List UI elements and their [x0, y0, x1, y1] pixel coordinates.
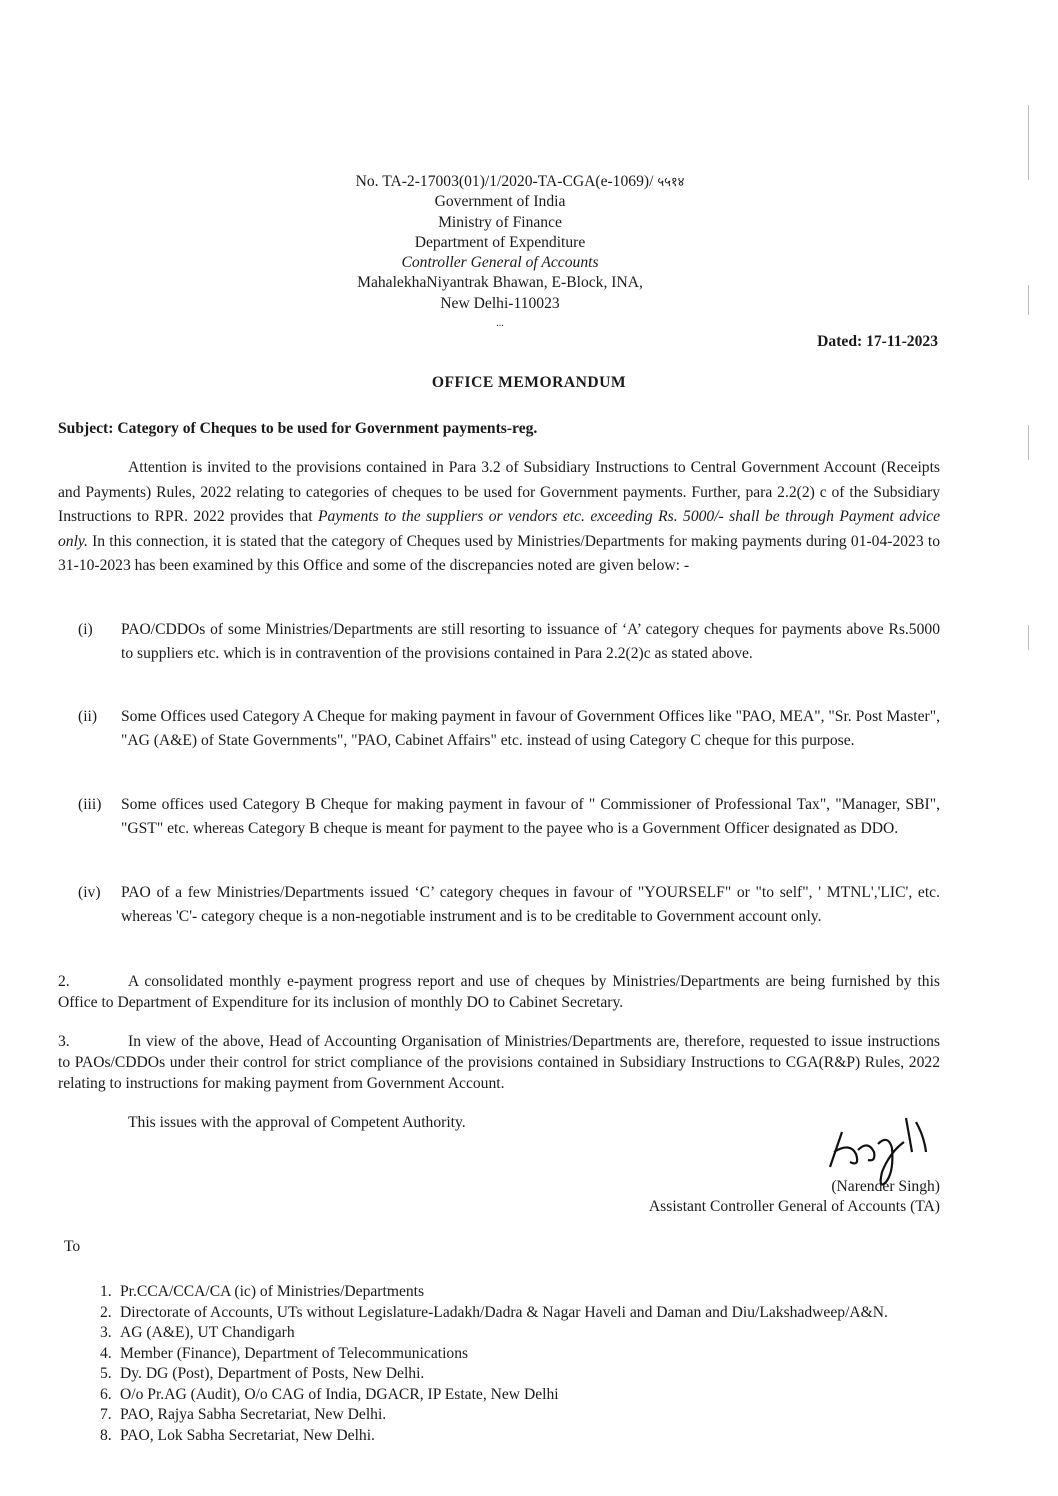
scan-artifact	[1028, 425, 1029, 460]
city-line: New Delhi-110023	[440, 294, 560, 312]
recipient-item: 6. O/o Pr.AG (Audit), O/o CAG of India, DGACR, IP Estate, New Delhi	[100, 1385, 559, 1403]
recipient-item: 1. Pr.CCA/CCA/CA (ic) of Ministries/Departments	[100, 1283, 425, 1300]
discrepancy-item: (iii) Some offices used Category B Cheque for making payment in favour of " Commissioner of Professional Tax", "Manager, SBI", "GST" etc. whereas Category B cheque is meant for payment to the payee who is a Government Officer designated as DDO.	[78, 796, 940, 837]
scan-artifact	[1028, 285, 1029, 315]
paragraph-2: 2. A consolidated monthly e-payment progress report and use of cheques by Ministries/Departments are being furnished by this Office to Department of Expenditure for its inclusion of monthly DO to Cabinet Secretary.	[58, 973, 940, 1011]
paragraph-1: Attention is invited to the provisions contained in Para 3.2 of Subsidiary Instructions to Central Government Account (Receipts and Payments) Rules, 2022 relating to categories of cheques to be used for Government payments. Further, para 2.2(2) c of the Subsidiary Instructions to RPR. 2022 provides that Payments to the suppliers or vendors etc. exceeding Rs. 5000/- shall be through Payment advice only. In this connection, it is stated that the category of Cheques used by Ministries/Departments for making payments during 01-04-2023 to 31-10-2023 has been examined by this Office and some of the discrepancies noted are given below: -	[58, 459, 941, 574]
govt-line: Government of India	[434, 193, 566, 211]
recipient-item: 7. PAO, Rajya Sabha Secretariat, New Delhi.	[100, 1406, 387, 1423]
discrepancy-item: (ii) Some Offices used Category A Cheque for making payment in favour of Government Offices like "PAO, MEA", "Sr. Post Master", "AG (A&E) of State Governments", "PAO, Cabinet Affairs" etc. instead of using Category C cheque for this purpose.	[78, 708, 940, 749]
subject: Subject: Category of Cheques to be used for Government payments-reg.	[58, 420, 538, 437]
signatory-block	[649, 1177, 940, 1217]
approval-note: This issues with the approval of Competent Authority.	[128, 1114, 466, 1131]
scan-artifact	[1028, 625, 1029, 650]
recipient-item: 5. Dy. DG (Post), Department of Posts, New Delhi.	[100, 1365, 425, 1382]
document-title: OFFICE MEMORANDUM	[431, 374, 627, 391]
signatory-designation: Assistant Controller General of Accounts (TA)	[648, 1198, 940, 1215]
date: Dated: 17-11-2023	[817, 333, 938, 350]
signatory-name: (Narender Singh)	[831, 1178, 940, 1195]
discrepancy-item: (iv) PAO of a few Ministries/Departments issued ‘C’ category cheques in favour of "YOURSELF" or "to self", ' MTNL','LIC', etc. whereas 'C'- category cheque is a non-negotiable instrument and is to be creditable to Government account only.	[78, 884, 940, 925]
recipient-list	[100, 1282, 940, 1446]
ministry-line: Ministry of Finance	[438, 213, 562, 231]
reference-number: No. TA-2-17003(01)/1/2020-TA-CGA(e-1069)/ ५५१४	[355, 173, 685, 190]
paragraph-3: 3. In view of the above, Head of Accounting Organisation of Ministries/Departments are, therefore, requested to issue instructions to PAOs/CDDOs under their control for strict compliance of the provisions contained in Subsidiary Instructions to CGA(R&P) Rules, 2022 relating to instructions for making payment from Government Account.	[58, 1033, 940, 1092]
recipient-item: 3. AG (A&E), UT Chandigarh	[100, 1324, 295, 1341]
letterhead	[290, 172, 710, 334]
separator: ...	[496, 318, 504, 330]
office-line: Controller General of Accounts	[401, 254, 599, 272]
recipient-item: 2. Directorate of Accounts, UTs without Legislature-Ladakh/Dadra & Nagar Haveli and Daman and Diu/Lakshadweep/A&N.	[100, 1303, 888, 1321]
handwritten-number: ५५१४	[657, 174, 685, 189]
recipient-item: 4. Member (Finance), Department of Telecommunications	[100, 1344, 469, 1362]
recipient-item: 8. PAO, Lok Sabha Secretariat, New Delhi.	[100, 1426, 375, 1444]
to-label: To	[64, 1238, 81, 1255]
address-line: MahalekhaNiyantrak Bhawan, E-Block, INA,	[357, 274, 643, 292]
scan-artifact	[1028, 105, 1029, 180]
department-line: Department of Expenditure	[414, 233, 586, 251]
discrepancy-item: (i) PAO/CDDOs of some Ministries/Departments are still resorting to issuance of ‘A’ category cheques for payments above Rs.5000 to suppliers etc. which is in contravention of the provisions contained in Para 2.2(2)c as stated above.	[78, 621, 940, 662]
